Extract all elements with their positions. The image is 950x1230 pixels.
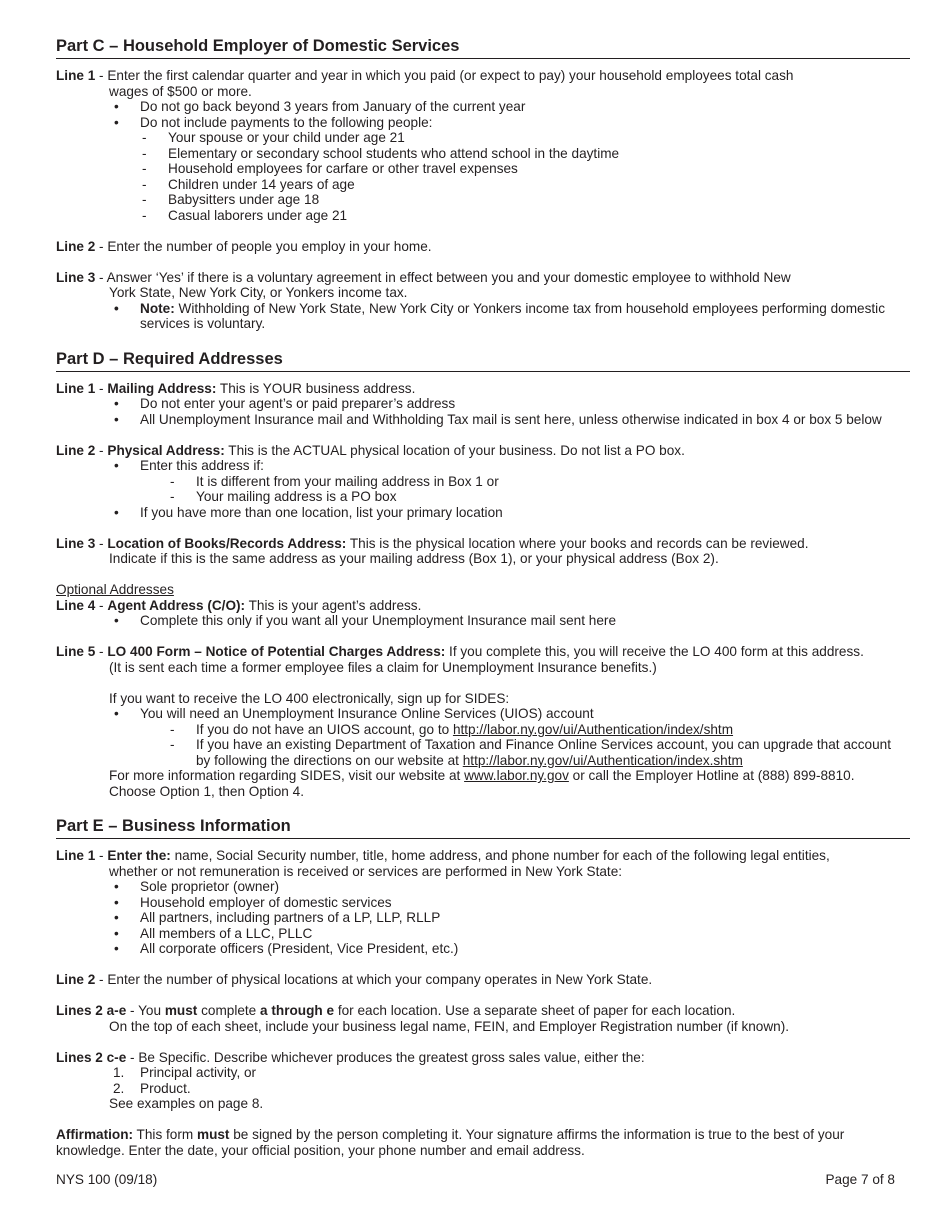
sub-item: - Casual laborers under age 21 xyxy=(142,207,348,223)
note-item-cont: services is voluntary. xyxy=(140,316,266,331)
part-d-line-5-cont: (It is sent each time a former employee files a claim for Unemployment Insurance benefits.) xyxy=(109,659,657,675)
sub-item: - Elementary or secondary school students who attend school in the daytime xyxy=(142,145,620,161)
list-item: • Do not include payments to the following people: xyxy=(114,114,433,130)
part-d-line-3: Line 3 - Location of Books/Records Address: This is the physical location where your books and records can be reviewed. xyxy=(56,535,809,551)
part-c-heading: Part C – Household Employer of Domestic Services xyxy=(56,36,910,59)
part-c-line-3-cont: York State, New York City, or Yonkers income tax. xyxy=(109,285,408,300)
uios-link[interactable]: http://labor.ny.gov/ui/Authentication/index/shtm xyxy=(452,721,734,737)
part-d-line-3-cont: Indicate if this is the same address as your mailing address (Box 1), or your physical address (Box 2). xyxy=(109,551,719,566)
sides-choose-option: Choose Option 1, then Option 4. xyxy=(109,783,304,799)
list-item: • If you have more than one location, list your primary location xyxy=(114,504,503,520)
part-c-line-3: Line 3 - Answer ‘Yes’ if there is a voluntary agreement in effect between you and your domestic employee to withhold New xyxy=(56,269,791,285)
sub-item: - Your mailing address is a PO box xyxy=(170,489,397,504)
see-examples: See examples on page 8. xyxy=(109,1096,264,1111)
sub-item: - Your spouse or your child under age 21 xyxy=(142,130,405,145)
list-item: • All partners, including partners of a LP, LLP, RLLP xyxy=(114,910,441,925)
sides-more-info: For more information regarding SIDES, visit our website at www.labor.ny.gov or call the Employer Hotline at (888) 899-8810. xyxy=(109,768,855,783)
labor-website-link[interactable]: www.labor.ny.gov xyxy=(464,768,569,783)
part-e-lines-2a-e: Lines 2 a-e - You must complete a through e for each location. Use a separate sheet of paper for each location. xyxy=(56,1003,736,1018)
part-e-line-1-cont: whether or not remuneration is received or services are performed in New York State: xyxy=(109,863,623,879)
list-item: • All Unemployment Insurance mail and Withholding Tax mail is sent here, unless otherwise indicated in box 4 or box 5 below xyxy=(114,411,882,427)
list-item: • Household employer of domestic services xyxy=(114,894,392,910)
part-c-line-1-cont: wages of $500 or more. xyxy=(109,83,252,99)
authentication-link[interactable]: http://labor.ny.gov/ui/Authentication/index.shtm xyxy=(462,752,743,768)
list-item: • Sole proprietor (owner) xyxy=(114,879,280,894)
instructions-page xyxy=(56,36,910,1158)
list-item: • All corporate officers (President, Vice President, etc.) xyxy=(114,941,459,956)
list-item: • All members of a LLC, PLLC xyxy=(114,925,313,941)
list-item: • Do not go back beyond 3 years from January of the current year xyxy=(114,99,526,114)
sides-intro: If you want to receive the LO 400 electronically, sign up for SIDES: xyxy=(109,690,510,706)
sub-item: - If you have an existing Department of Taxation and Finance Online Services account, you can upgrade that account xyxy=(170,737,891,752)
sub-item: - Babysitters under age 18 xyxy=(142,192,320,207)
optional-addresses-heading: Optional Addresses xyxy=(56,582,174,597)
sub-item: - If you do not have an UIOS account, go to http://labor.ny.gov/ui/Authentication/index/shtm xyxy=(170,721,734,737)
part-c-line-1: Line 1 - Enter the first calendar quarter and year in which you paid (or expect to pay) your household employees total cash xyxy=(56,68,794,83)
list-item: • You will need an Unemployment Insurance Online Services (UIOS) account xyxy=(114,706,594,721)
form-number: NYS 100 (09/18) xyxy=(56,1172,158,1187)
sub-item: - Household employees for carfare or other travel expenses xyxy=(142,161,518,176)
note-item: • Note: Withholding of New York State, New York City or Yonkers income tax from household employees performing domestic xyxy=(114,300,886,316)
part-e-line-1: Line 1 - Enter the: name, Social Security number, title, home address, and phone number for each of the following legal entities, xyxy=(56,848,830,863)
part-d-line-1: Line 1 - Mailing Address: This is YOUR business address. xyxy=(56,380,416,396)
part-d-line-5: Line 5 - LO 400 Form – Notice of Potential Charges Address: If you complete this, you will receive the LO 400 form at this address. xyxy=(56,644,864,659)
list-item: • Complete this only if you want all your Unemployment Insurance mail sent here xyxy=(114,613,617,628)
sub-item: - Children under 14 years of age xyxy=(142,176,355,192)
numbered-item: 2. Product. xyxy=(113,1080,191,1096)
sub-item: - It is different from your mailing address in Box 1 or xyxy=(170,473,499,489)
page-footer xyxy=(56,1172,895,1188)
part-e-heading: Part E – Business Information xyxy=(56,816,910,839)
affirmation-cont: knowledge. Enter the date, your official position, your phone number and email address. xyxy=(56,1142,585,1158)
numbered-item: 1. Principal activity, or xyxy=(113,1065,257,1080)
affirmation: Affirmation: This form must be signed by the person completing it. Your signature affirms the information is true to the best of your xyxy=(56,1127,845,1142)
part-e-lines-2c-e: Lines 2 c-e - Be Specific. Describe whichever produces the greatest gross sales value, either the: xyxy=(56,1049,645,1065)
part-e-lines-2a-e-cont: On the top of each sheet, include your business legal name, FEIN, and Employer Registration number (if known). xyxy=(109,1018,790,1034)
part-e-line-2: Line 2 - Enter the number of physical locations at which your company operates in New York State. xyxy=(56,972,653,987)
sub-item-cont: by following the directions on our website at http://labor.ny.gov/ui/Authentication/index.shtm xyxy=(196,752,743,768)
part-d-line-4: Line 4 - Agent Address (C/O): This is your agent’s address. xyxy=(56,597,422,613)
page-number: Page 7 of 8 xyxy=(825,1172,895,1187)
list-item: • Do not enter your agent’s or paid preparer’s address xyxy=(114,396,456,411)
list-item: • Enter this address if: xyxy=(114,458,264,473)
part-d-line-2: Line 2 - Physical Address: This is the ACTUAL physical location of your business. Do not list a PO box. xyxy=(56,442,685,458)
part-d-heading: Part D – Required Addresses xyxy=(56,349,910,372)
part-c-line-2: Line 2 - Enter the number of people you employ in your home. xyxy=(56,238,432,254)
